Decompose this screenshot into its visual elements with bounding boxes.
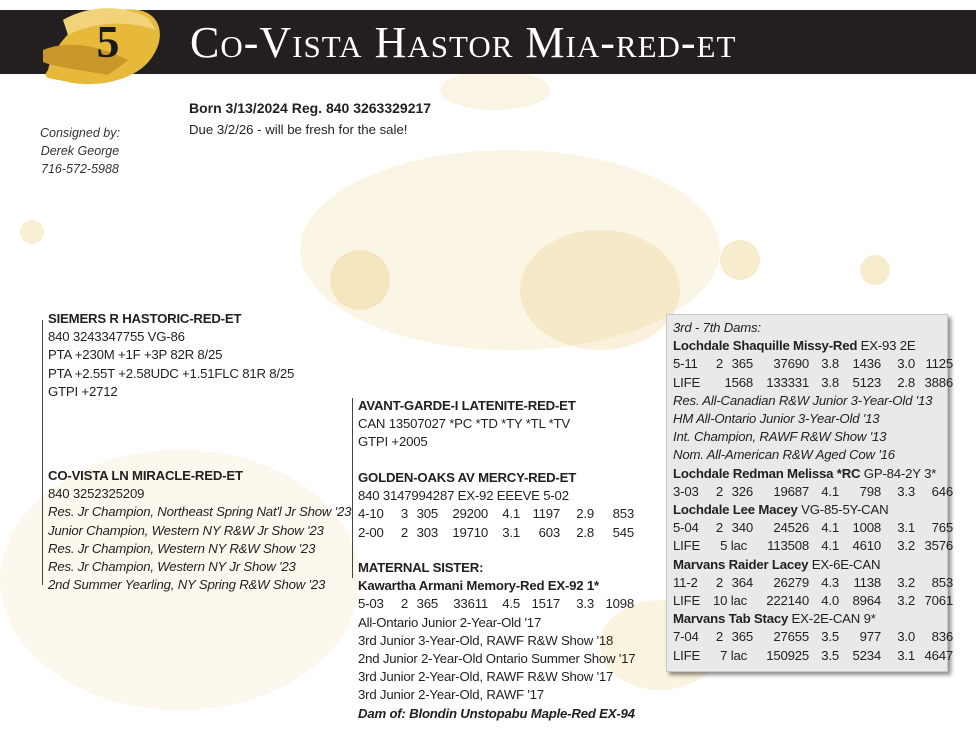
- record-cell: 150925: [766, 647, 809, 663]
- record-cell: 5 lac: [720, 538, 747, 554]
- granddam-record-row: [358, 505, 634, 523]
- record-cell: 1517: [531, 596, 560, 612]
- record-cell: 1098: [605, 596, 634, 612]
- dam-record-row: [673, 537, 953, 555]
- record-cell: 4610: [852, 538, 881, 554]
- record-cell: 19710: [452, 524, 488, 540]
- sire-info-line: GTPI +2712: [48, 383, 118, 399]
- dam-name: Marvans Tab Stacy: [673, 611, 789, 627]
- dam-classification: EX-6E-CAN: [808, 556, 881, 572]
- dam-entry-name: [673, 556, 953, 574]
- maternal-grandsire-info-line: CAN 13507027 *PC *TD *TY *TL *TV: [358, 416, 571, 432]
- dam-name: Lochdale Lee Macey: [673, 502, 798, 518]
- record-cell: LIFE: [673, 647, 701, 663]
- record-cell: 4.1: [821, 483, 839, 499]
- maternal-grandsire-info-line: GTPI +2005: [358, 434, 428, 450]
- record-cell: 365: [731, 356, 753, 372]
- record-cell: 3576: [924, 538, 953, 554]
- record-cell: 3.8: [821, 356, 839, 372]
- dam-entry-name: [673, 337, 953, 355]
- dam-record-row: [673, 519, 953, 537]
- dam-classification: EX-2E-CAN 9*: [788, 611, 876, 627]
- dam-award: Res. Jr Champion, Northeast Spring Nat'l Jr Show '23: [48, 504, 352, 520]
- record-cell: 4.1: [821, 520, 839, 536]
- record-cell: 33611: [453, 596, 488, 612]
- sire-info-line: PTA +230M +1F +3P 82R 8/25: [48, 347, 223, 363]
- record-cell: 222140: [766, 593, 809, 609]
- record-cell: 646: [931, 483, 953, 499]
- record-cell: 4647: [924, 647, 953, 663]
- record-cell: 3.8: [821, 374, 839, 390]
- record-cell: 3.0: [897, 356, 915, 372]
- record-cell: 26279: [773, 574, 809, 590]
- dam-award: Res. Jr Champion, Western NY Jr Show '23: [48, 559, 296, 575]
- dam-award: Int. Champion, RAWF R&W Show '13: [673, 429, 887, 445]
- record-cell: 2: [715, 574, 723, 590]
- record-cell: 340: [731, 520, 753, 536]
- maternal-sister-heading: MATERNAL SISTER:: [358, 560, 484, 575]
- dam-record-row: [673, 483, 953, 501]
- birth-registration-line: Born 3/13/2024 Reg. 840 3263329217: [189, 100, 432, 116]
- dam-record-row: [673, 574, 953, 592]
- record-cell: 3.2: [897, 538, 915, 554]
- record-cell: 2.8: [897, 374, 915, 390]
- record-cell: 765: [931, 520, 953, 536]
- dam-award: Junior Champion, Western NY R&W Jr Show '23: [48, 522, 324, 538]
- dam-name: CO-VISTA LN MIRACLE-RED-ET: [48, 468, 243, 483]
- record-cell: 364: [731, 574, 753, 590]
- record-cell: 3886: [924, 374, 953, 390]
- maternal-sister-award: 3rd Junior 2-Year-Old, RAWF R&W Show '17: [358, 669, 614, 685]
- record-cell: 4.3: [821, 574, 839, 590]
- record-cell: 7 lac: [720, 647, 747, 663]
- maternal-sister-award: All-Ontario Junior 2-Year-Old '17: [358, 614, 542, 630]
- dams-box-content: [673, 319, 953, 665]
- maternal-sister-award: 3rd Junior 2-Year-Old, RAWF '17: [358, 687, 544, 703]
- dam-record-row: [673, 647, 953, 665]
- record-cell: 11-2: [673, 574, 698, 590]
- dam-award: Res. Jr Champion, Western NY R&W Show '23: [48, 540, 316, 556]
- record-cell: 1138: [853, 574, 881, 590]
- record-cell: 2: [715, 356, 723, 372]
- maternal-sister-record-row: [358, 595, 635, 613]
- record-cell: 29200: [452, 506, 488, 522]
- dam-classification: EX-93 2E: [857, 338, 916, 354]
- record-cell: 24526: [773, 520, 809, 536]
- consignor-label: Consigned by:: [40, 126, 120, 140]
- dams-box-heading: 3rd - 7th Dams:: [673, 320, 761, 335]
- record-cell: 4-10: [358, 506, 384, 522]
- dam-name: Marvans Raider Lacey: [673, 556, 809, 572]
- record-cell: 113508: [767, 538, 809, 554]
- dam-record-row: [673, 355, 953, 373]
- record-cell: 3: [400, 506, 408, 522]
- record-cell: 3.5: [821, 629, 839, 645]
- record-cell: 5-03: [358, 596, 384, 612]
- dam-record-row: [673, 628, 953, 646]
- record-cell: 3.3: [576, 596, 594, 612]
- dam-block: [48, 467, 351, 594]
- sire-info-line: PTA +2.55T +2.58UDC +1.51FLC 81R 8/25: [48, 365, 295, 381]
- record-cell: 5-11: [673, 356, 698, 372]
- record-cell: 8964: [852, 593, 881, 609]
- record-cell: 133331: [766, 374, 809, 390]
- record-cell: 37690: [773, 356, 809, 372]
- record-cell: 3.3: [897, 483, 915, 499]
- record-cell: 3.1: [502, 524, 520, 540]
- record-cell: 2.9: [576, 506, 594, 522]
- due-date-line: Due 3/2/26 - will be fresh for the sale!: [189, 122, 408, 137]
- maternal-sister-name: Kawartha Armani Memory-Red EX-92 1*: [358, 578, 599, 594]
- record-cell: 19687: [773, 483, 809, 499]
- record-cell: 798: [859, 483, 881, 499]
- record-cell: 365: [731, 629, 753, 645]
- record-cell: 365: [416, 596, 438, 612]
- record-cell: 2: [715, 629, 723, 645]
- dam-name: Lochdale Shaquille Missy-Red: [673, 338, 858, 354]
- pedigree-connector-line: [42, 320, 43, 585]
- dam-entry-name: [673, 610, 953, 628]
- record-cell: 3-03: [673, 483, 699, 499]
- sire-name: SIEMERS R HASTORIC-RED-ET: [48, 311, 242, 326]
- record-cell: 3.0: [897, 629, 915, 645]
- sire-block: [48, 310, 294, 401]
- dam-name: Lochdale Redman Melissa *RC: [673, 465, 861, 481]
- record-cell: 4.1: [821, 538, 839, 554]
- maternal-sister-dam-of: Dam of: Blondin Unstopabu Maple-Red EX-94: [358, 705, 635, 721]
- record-cell: 5-04: [673, 520, 699, 536]
- record-cell: 603: [538, 524, 560, 540]
- record-cell: 4.5: [502, 596, 520, 612]
- dam-record-row: [673, 592, 953, 610]
- record-cell: 326: [731, 483, 753, 499]
- record-cell: 4.1: [502, 506, 520, 522]
- dam-award: 2nd Summer Yearling, NY Spring R&W Show '23: [48, 577, 326, 593]
- record-cell: 305: [416, 506, 438, 522]
- record-cell: 27655: [773, 629, 809, 645]
- record-cell: 1436: [852, 356, 881, 372]
- consignor-info: [40, 124, 120, 178]
- dam-classification: GP-84-2Y 3*: [860, 465, 937, 481]
- dam-award: HM All-Ontario Junior 3-Year-Old '13: [673, 411, 880, 427]
- consignor-phone: 716-572-5988: [41, 162, 119, 176]
- dam-classification: VG-85-5Y-CAN: [797, 502, 889, 518]
- page-title: Co-Vista Hastor Mia-red-et: [190, 18, 737, 67]
- record-cell: 7-04: [673, 629, 699, 645]
- maternal-sister-block: [358, 559, 635, 723]
- record-cell: LIFE: [673, 374, 701, 390]
- lot-number: 5: [96, 16, 120, 67]
- dam-record-row: [673, 374, 953, 392]
- sire-info-line: 840 3243347755 VG-86: [48, 329, 185, 345]
- maternal-grandsire-name: AVANT-GARDE-I LATENITE-RED-ET: [358, 398, 576, 413]
- consignor-name: Derek George: [40, 144, 120, 158]
- record-cell: 2: [400, 596, 408, 612]
- record-cell: 1125: [925, 356, 953, 372]
- maternal-grandsire-block: [358, 397, 576, 452]
- record-cell: 3.2: [897, 574, 915, 590]
- dam-registration: 840 3252325209: [48, 486, 145, 502]
- record-cell: 3.1: [897, 520, 915, 536]
- pedigree-connector-line: [352, 398, 353, 578]
- record-cell: 836: [931, 629, 953, 645]
- maternal-sister-award: 2nd Junior 2-Year-Old Ontario Summer Show '17: [358, 651, 636, 667]
- record-cell: 977: [859, 629, 881, 645]
- record-cell: 853: [612, 506, 634, 522]
- dams-box: [666, 314, 953, 672]
- record-cell: 3.5: [821, 647, 839, 663]
- dam-entry-name: [673, 465, 953, 483]
- record-cell: 853: [931, 574, 953, 590]
- record-cell: 10 lac: [713, 593, 747, 609]
- record-cell: 5123: [852, 374, 881, 390]
- granddam-name: GOLDEN-OAKS AV MERCY-RED-ET: [358, 470, 577, 485]
- granddam-registration: 840 3147994287 EX-92 EEEVE 5-02: [358, 488, 569, 504]
- record-cell: 303: [416, 524, 438, 540]
- record-cell: 2-00: [358, 524, 384, 540]
- record-cell: 3.1: [897, 647, 915, 663]
- granddam-block: [358, 469, 634, 542]
- granddam-record-row: [358, 524, 634, 542]
- dam-entry-name: [673, 501, 953, 519]
- record-cell: 1008: [852, 520, 881, 536]
- dam-award: Res. All-Canadian R&W Junior 3-Year-Old '13: [673, 392, 933, 408]
- record-cell: 545: [612, 524, 634, 540]
- record-cell: 2.8: [576, 524, 594, 540]
- record-cell: 3.2: [897, 593, 915, 609]
- record-cell: 5234: [852, 647, 881, 663]
- record-cell: LIFE: [673, 593, 701, 609]
- record-cell: 2: [715, 520, 723, 536]
- record-cell: 2: [715, 483, 723, 499]
- record-cell: LIFE: [673, 538, 701, 554]
- dam-award: Nom. All-American R&W Aged Cow '16: [673, 447, 895, 463]
- record-cell: 1197: [532, 506, 560, 522]
- record-cell: 4.0: [821, 593, 839, 609]
- record-cell: 2: [400, 524, 408, 540]
- record-cell: 7061: [924, 593, 953, 609]
- record-cell: 1568: [724, 374, 753, 390]
- maternal-sister-award: 3rd Junior 3-Year-Old, RAWF R&W Show '18: [358, 632, 614, 648]
- record-cell: [703, 374, 723, 392]
